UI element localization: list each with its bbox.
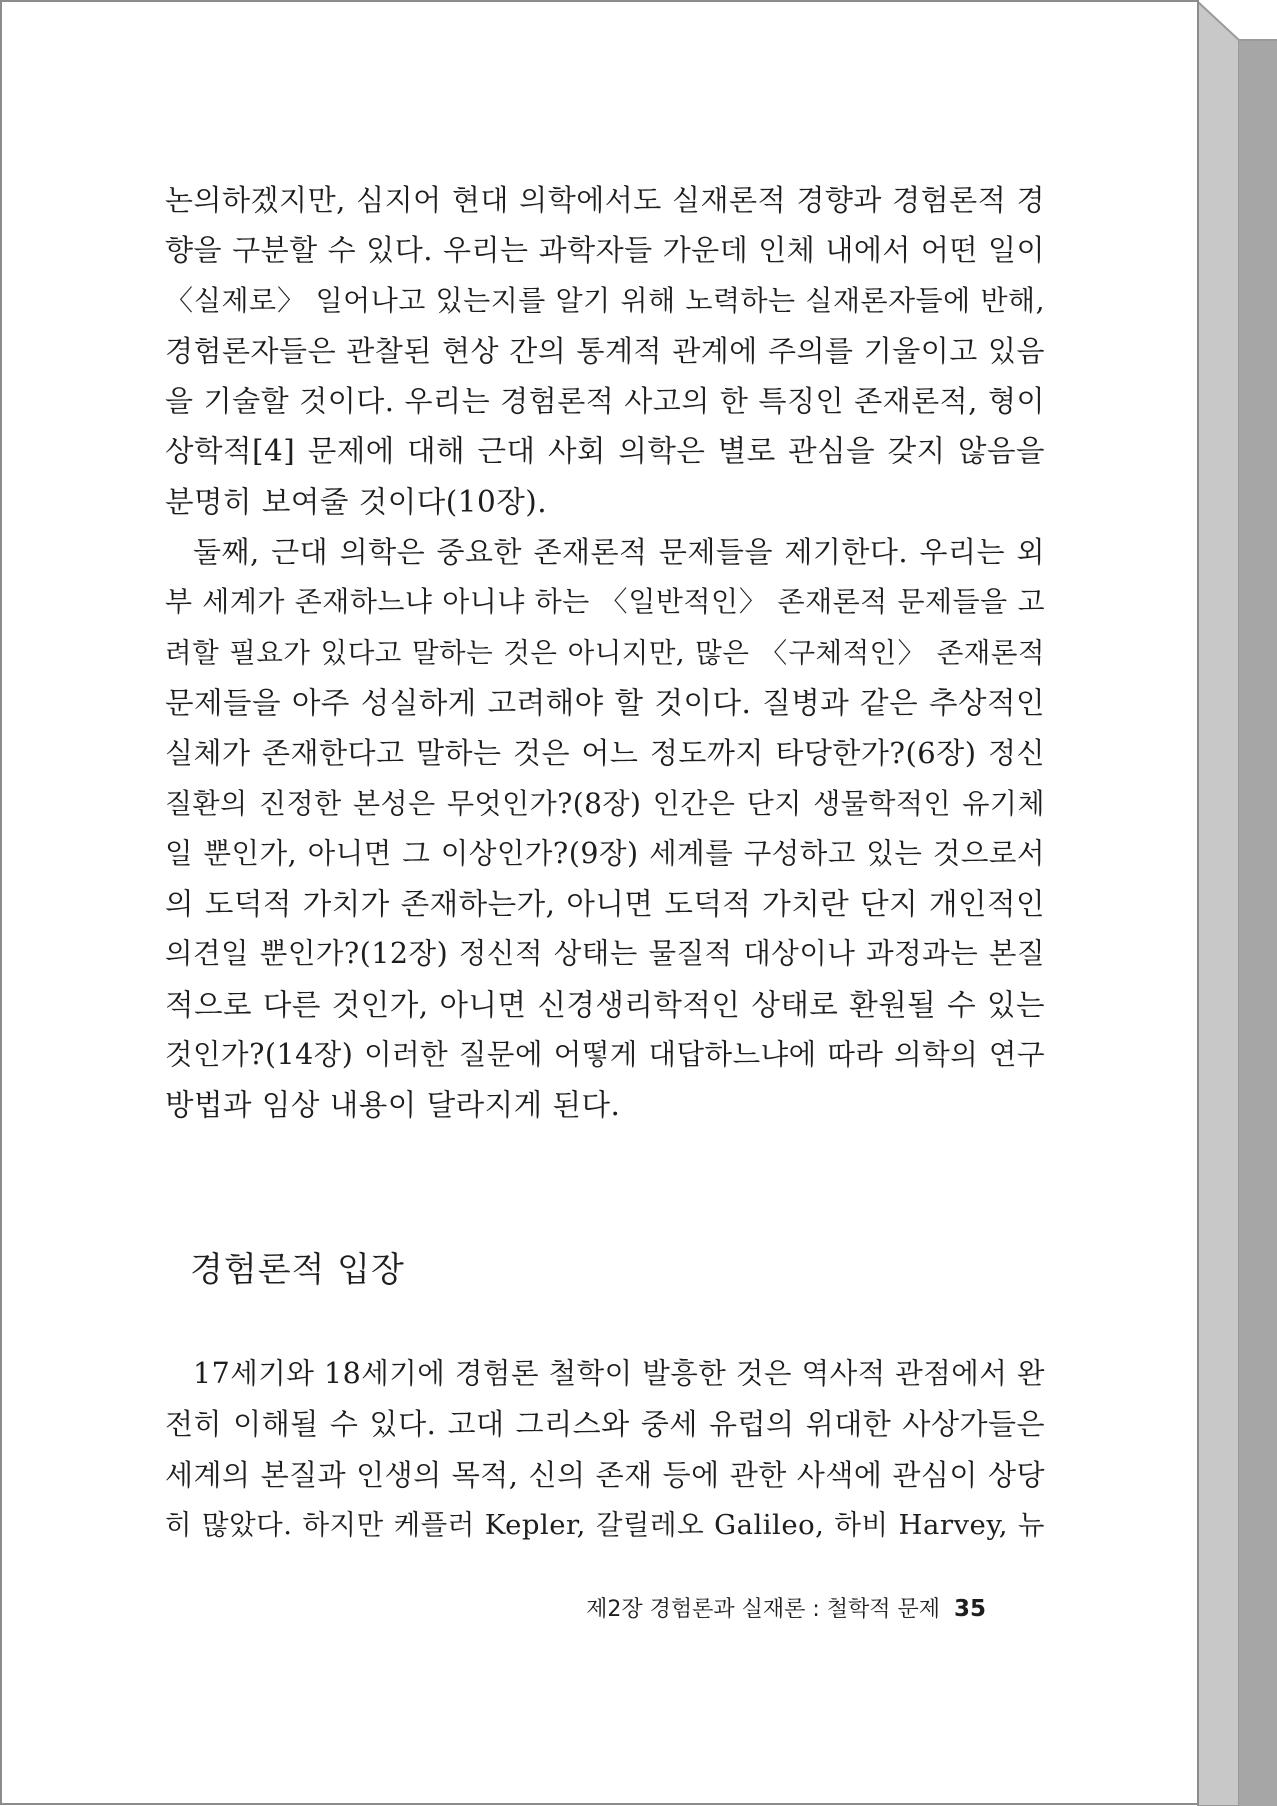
text-line: 둘째, 근대 의학은 중요한 존재론적 문제들을 제기한다. 우리는 외 (193, 535, 1045, 570)
text-line: 경험론자들은 관찰된 현상 간의 통계적 관계에 주의를 기울이고 있음 (165, 333, 1045, 368)
running-title: 제2장 경험론과 실재론 : 철학적 문제 (586, 1597, 940, 1622)
text-line: 부 세계가 존재하느냐 아니냐 하는 〈일반적인〉 존재론적 문제들을 고 (165, 585, 1045, 619)
text-line: 일 뿐인가, 아니면 그 이상인가?(9장) 세계를 구성하고 있는 것으로서 (165, 836, 1045, 870)
text-line: 세계의 본질과 인생의 목적, 신의 존재 등에 관한 사색에 관심이 상당 (165, 1457, 1045, 1492)
text-line: 전히 이해될 수 있다. 고대 그리스와 중세 유럽의 위대한 사상가들은 (165, 1407, 1045, 1442)
text-line: 분명히 보여줄 것이다(10장). (165, 484, 548, 519)
paragraph-1 (165, 175, 1045, 527)
text-line: 히 많았다. 하지만 케플러 Kepler, 갈릴레오 Galileo, 하비 Harvey, 뉴 (165, 1508, 1045, 1541)
text-line: 질환의 진정한 본성은 무엇인가?(8장) 인간은 단지 생물학적인 유기체 (165, 786, 1045, 820)
page-number: 35 (953, 1596, 986, 1622)
text-line: 의견일 뿐인가?(12장) 정신적 상태는 물질적 대상이나 과정과는 본질 (165, 937, 1045, 971)
text-line: 것인가?(14장) 이러한 질문에 어떻게 대답하느냐에 따라 의학의 연구 (165, 1038, 1045, 1072)
text-line: 방법과 임상 내용이 달라지게 된다. (165, 1088, 621, 1123)
text-line: 적으로 다른 것인가, 아니면 신경생리학적인 상태로 환원될 수 있는 (165, 987, 1045, 1022)
text-line: 17세기와 18세기에 경험론 철학이 발흥한 것은 역사적 관점에서 완 (193, 1357, 1045, 1390)
section-heading: 경험론적 입장 (190, 1250, 405, 1290)
paragraph-2 (165, 527, 1045, 1131)
text-line: 상학적[4] 문제에 대해 근대 사회 의학은 별로 관심을 갖지 않음을 (165, 434, 1045, 469)
text-line: 실체가 존재한다고 말하는 것은 어느 정도까지 타당한가?(6장) 정신 (165, 736, 1045, 771)
text-line: 논의하겠지만, 심지어 현대 의학에서도 실재론적 경향과 경험론적 경 (165, 183, 1045, 217)
body-text (165, 175, 1045, 1131)
text-line: 향을 구분할 수 있다. 우리는 과학자들 가운데 인체 내에서 어떤 일이 (165, 233, 1045, 268)
text-line: 려할 필요가 있다고 말하는 것은 아니지만, 많은 〈구체적인〉 존재론적 (165, 636, 1045, 669)
page-footer (586, 1589, 986, 1630)
text-line: 〈실제로〉 일어나고 있는지를 알기 위해 노력하는 실재론자들에 반해, (165, 283, 1045, 317)
text-line: 을 기술할 것이다. 우리는 경험론적 사고의 한 특징인 존재론적, 형이 (165, 384, 1045, 419)
section-body (165, 1349, 1045, 1550)
text-line: 의 도덕적 가치가 존재하는가, 아니면 도덕적 가치란 단지 개인적인 (165, 887, 1045, 922)
text-line: 문제들을 아주 성실하게 고려해야 할 것이다. 질병과 같은 추상적인 (165, 685, 1045, 720)
